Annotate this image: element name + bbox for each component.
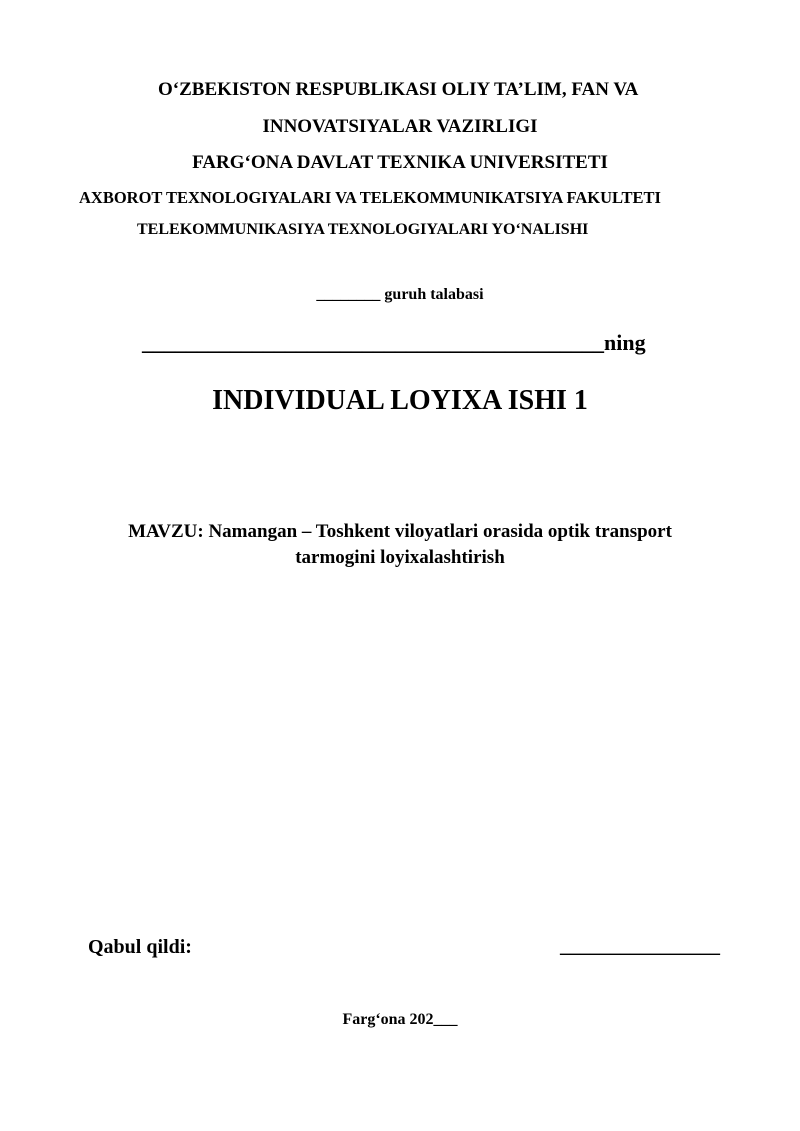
direction-name: TELEKOMMUNIKASIYA TEXNOLOGIYALARI YO‘NALISHI (137, 221, 589, 238)
ministry-title-line2: INNOVATSIYALAR VAZIRLIGI (262, 116, 538, 137)
accepted-by-signature-blank: ________________ (560, 935, 720, 957)
topic-line1: MAVZU: Namangan – Toshkent viloyatlari orasida optik transport (128, 521, 672, 542)
group-student-line: ________ guruh talabasi (316, 286, 484, 303)
university-name: FARG‘ONA DAVLAT TEXNIKA UNIVERSITETI (192, 152, 608, 173)
document-title: INDIVIDUAL LOYIXA ISHI 1 (212, 385, 588, 416)
city-year-footer: Farg‘ona 202___ (342, 1011, 458, 1028)
faculty-name: AXBOROT TEXNOLOGIYALARI VA TELEKOMMUNIKATSIYA FAKULTETI (79, 188, 661, 207)
student-name-line: __________________________________________ning (142, 330, 646, 355)
accepted-by-label: Qabul qildi: (88, 936, 192, 958)
ministry-title-line1: O‘ZBEKISTON RESPUBLIKASI OLIY TA’LIM, FAN VA (158, 79, 639, 100)
topic-line2: tarmogini loyixalashtirish (295, 547, 505, 568)
